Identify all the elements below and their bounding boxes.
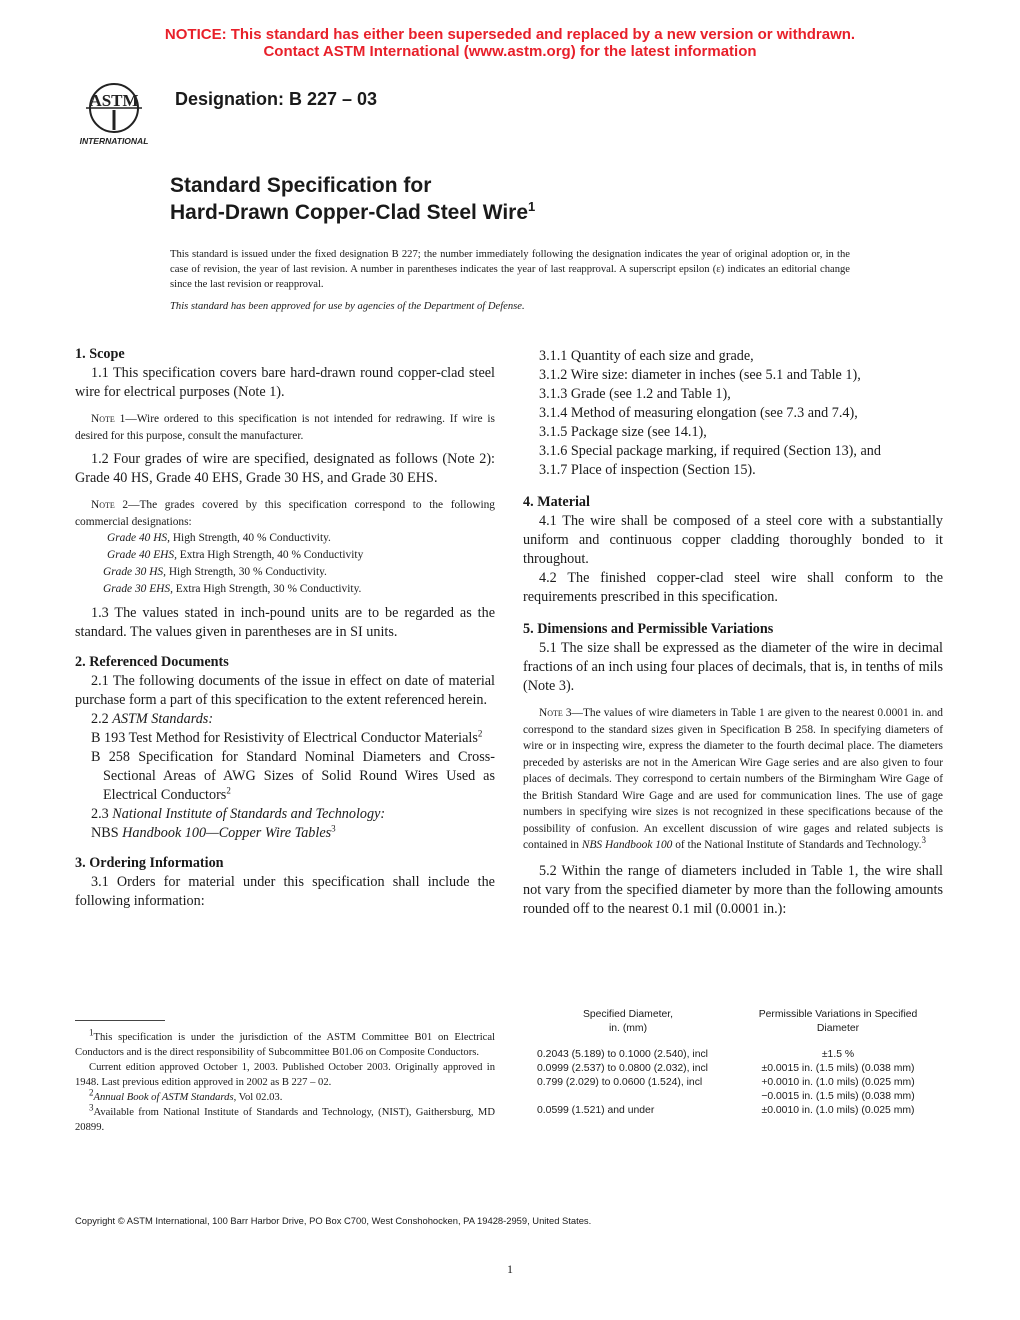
logo-subtext: INTERNATIONAL (79, 136, 149, 146)
section-3-heading: 3. Ordering Information (75, 855, 224, 871)
para-5-1: 5.1 The size shall be expressed as the diameter of the wire in decimal fractions of an inch using four places of decimals, that is, in tenths of mils (Note 3). (523, 640, 944, 694)
para-2-2: 2.2 ASTM Standards: (91, 711, 214, 727)
order-item: 3.1.7 Place of inspection (Section 15). (539, 462, 756, 478)
table-header-variation: Permissible Variations in Specified Diameter (758, 1009, 918, 1034)
withdrawal-notice (0, 26, 1020, 60)
note-1: Note 1—Wire ordered to this specification is not intended for redrawing. If wire is desired for this purpose, consult the manufacturer. (75, 413, 495, 442)
order-item: 3.1.1 Quantity of each size and grade, (539, 348, 754, 364)
diameter-variation-table (523, 1008, 943, 1118)
para-4-2: 4.2 The finished copper-clad steel wire shall conform to the requirements prescribed in this specification. (523, 570, 943, 605)
page-number: 1 (507, 1262, 513, 1276)
table-row (523, 1076, 943, 1090)
table-cell: ±1.5 % (821, 1049, 855, 1060)
grade-item: Grade 30 HS, High Strength, 30 % Conductivity. (103, 566, 327, 578)
copyright-line: Copyright © ASTM International, 100 Barr Harbor Drive, PO Box C700, West Conshohocken, PA 19428-2959, United States. (75, 1215, 592, 1226)
footnote-3: $^3$Available from National Institute of Standards and Technology, (NIST), Gaithersburg, MD 20899. (75, 1102, 495, 1133)
para-1-3: 1.3 The values stated in inch-pound units are to be regarded as the standard. The values given in parentheses are in SI units. (75, 605, 495, 640)
para-1-2: 1.2 Four grades of wire are specified, designated as follows (Note 2): Grade 40 HS, Grade 40 EHS, Grade 30 HS, and Grade 30 EHS. (75, 451, 495, 486)
section-2-heading: 2. Referenced Documents (75, 654, 229, 670)
reference-b258: B 258 Specification for Standard Nominal Diameters and Cross-Sectional Areas of AWG Sizes of Solid Round Wires Used as Electrical Conductors$^2$ (91, 749, 495, 803)
footnote-divider (75, 1020, 165, 1021)
footnote-1: $^1$This specification is under the jurisdiction of the ASTM Committee B01 on Electrical Conductors and is the direct responsibility of Subcommittee B01.06 on Composite Conductors. (75, 1027, 495, 1058)
table-row (523, 1062, 943, 1076)
grade-item: Grade 40 HS, High Strength, 40 % Conductivity. (107, 532, 331, 544)
right-column (523, 347, 943, 919)
table-cell: 0.2043 (5.189) to 0.1000 (2.540), incl (537, 1049, 708, 1060)
table-cell: ±0.0010 in. (1.0 mils) (0.025 mm) (761, 1105, 915, 1116)
para-4-1: 4.1 The wire shall be composed of a steel core with a substantially uniform and continuous copper cladding thoroughly bonded to it throughout. (523, 513, 943, 567)
order-item: 3.1.3 Grade (see 1.2 and Table 1), (539, 386, 731, 402)
section-4-heading: 4. Material (523, 494, 590, 510)
note-3: Note 3—The values of wire diameters in Table 1 are given to the nearest 0.0001 in. and correspond to the standard sizes given in Specification B 258. In specifying diameters of wire or in inspecting wire, express the diameter to the fourth decimal place. The diameters preceded by asterisks are not in the American Wire Gage series and are also given to four places of decimals. They correspond to certain numbers of the Birmingham Wire Gage of the British Standard Wire Gage and are used for communication lines. The use of gage numbers in specifying wire sizes is not recognized in these specifications because of the possibility of confusion. An excellent discussion of wire gages and related subjects is contained in NBS Handbook 100 of the National Institute of Standards and Technology.$^3$ (523, 707, 943, 851)
table-header-row (523, 1008, 943, 1036)
table-row (523, 1048, 943, 1062)
table-row (523, 1090, 943, 1104)
footnote-2: $^2$Annual Book of ASTM Standards, Vol 02.03. (89, 1087, 283, 1103)
table-cell: 0.799 (2.029) to 0.0600 (1.524), incl (537, 1077, 703, 1088)
order-item: 3.1.2 Wire size: diameter in inches (see 5.1 and Table 1), (539, 367, 861, 383)
order-item: 3.1.6 Special package marking, if required (Section 13), and (539, 443, 881, 459)
order-item: 3.1.4 Method of measuring elongation (see 7.3 and 7.4), (539, 405, 858, 421)
para-1-1: 1.1 This specification covers bare hard-drawn round copper-clad steel wire for electrical purposes (Note 1). (75, 365, 495, 400)
title-line-2: Hard-Drawn Copper-Clad Steel Wire$^1$ (170, 199, 536, 224)
title-line-1: Standard Specification for (170, 174, 432, 197)
table-cell: 0.0999 (2.537) to 0.0800 (2.032), incl (537, 1063, 708, 1074)
table-cell (523, 1090, 733, 1104)
table-cell: ±0.0015 in. (1.5 mils) (0.038 mm) (761, 1063, 915, 1074)
para-5-2: 5.2 Within the range of diameters included in Table 1, the wire shall not vary from the specified diameter by more than the following amounts rounded off to the nearest 0.1 mil (0.0001 in.): (523, 862, 943, 917)
note-2: Note 2—The grades covered by this specification correspond to the following commercial designations: (75, 499, 495, 528)
para-2-1: 2.1 The following documents of the issue in effect on date of material purchase form a part of this specification to the extent referenced herein. (75, 673, 495, 708)
designation: Designation: B 227 – 03 (175, 89, 378, 109)
left-column (75, 345, 495, 911)
section-1-heading: 1. Scope (75, 346, 125, 362)
notice-line-1: NOTICE: This standard has either been superseded and replaced by a new version or withdrawn. (164, 26, 856, 43)
issuance-statement: This standard is issued under the fixed designation B 227; the number immediately following the designation indicates the year of original adoption or, in the case of revision, the year of last revision. A number in parentheses indicates the year of last reapproval. A superscript epsilon (ε) indicates an editorial change since the last revision or reapproval. (170, 249, 850, 290)
document-title (170, 172, 535, 226)
table-cell: −0.0015 in. (1.5 mils) (0.038 mm) (761, 1091, 915, 1102)
grade-item: Grade 40 EHS, Extra High Strength, 40 % Conductivity (107, 549, 364, 561)
astm-logo (66, 76, 162, 148)
reference-nbs: NBS Handbook 100—Copper Wire Tables$^3$ (91, 823, 336, 841)
para-2-3: 2.3 National Institute of Standards and Technology: (91, 806, 386, 822)
reference-b193: B 193 Test Method for Resistivity of Electrical Conductor Materials$^2$ (91, 728, 483, 746)
logo-text: ASTM (89, 91, 139, 110)
grade-item: Grade 30 EHS, Extra High Strength, 30 % Conductivity. (103, 583, 362, 595)
table-cell: 0.0599 (1.521) and under (537, 1105, 655, 1116)
dod-approval-statement: This standard has been approved for use by agencies of the Department of Defense. (170, 301, 525, 312)
table-row (523, 1104, 943, 1118)
notice-line-2: Contact ASTM International (www.astm.org) for the latest information (263, 43, 757, 60)
section-5-heading: 5. Dimensions and Permissible Variations (523, 621, 774, 637)
table-cell: +0.0010 in. (1.0 mils) (0.025 mm) (761, 1077, 915, 1088)
table-header-diameter: Specified Diameter, in. (mm) (582, 1009, 674, 1034)
para-3-1: 3.1 Orders for material under this specification shall include the following information: (75, 874, 495, 909)
order-item: 3.1.5 Package size (see 14.1), (539, 424, 707, 440)
footnote-1-edition: Current edition approved October 1, 2003. Published October 2003. Originally approved in 1948. Last previous edition approved in 2002 as B 227 – 02. (75, 1062, 495, 1088)
footnotes (75, 1027, 495, 1135)
